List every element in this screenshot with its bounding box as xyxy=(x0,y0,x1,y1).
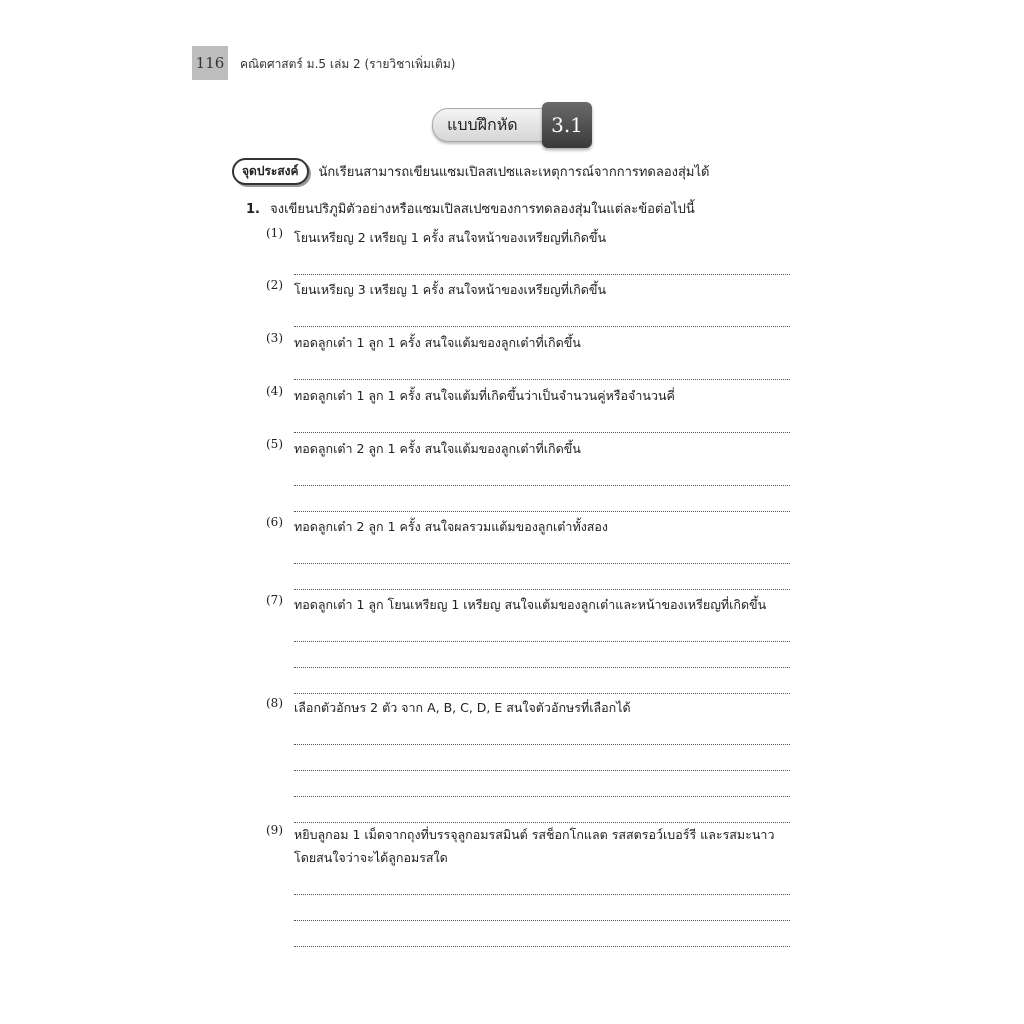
exercise-item-9 xyxy=(266,823,790,947)
item-label: (4) xyxy=(266,384,283,398)
item-text: ทอดลูกเต๋า 2 ลูก 1 ครั้ง สนใจแต้มของลูกเต๋าที่เกิดขึ้น xyxy=(294,441,581,456)
answer-line[interactable] xyxy=(294,616,790,642)
item-label: (8) xyxy=(266,696,283,710)
answer-line[interactable] xyxy=(294,642,790,668)
exercise-item-8 xyxy=(266,696,790,823)
exercise-title-block xyxy=(432,102,583,148)
item-text: เลือกตัวอักษร 2 ตัว จาก A, B, C, D, E สนใจตัวอักษรที่เลือกได้ xyxy=(294,700,631,715)
item-text: ทอดลูกเต๋า 1 ลูก 1 ครั้ง สนใจแต้มที่เกิดขึ้นว่าเป็นจำนวนคู่หรือจำนวนคี่ xyxy=(294,388,675,403)
answer-line[interactable] xyxy=(294,354,790,380)
item-label: (3) xyxy=(266,331,283,345)
answer-line[interactable] xyxy=(294,460,790,486)
answer-line[interactable] xyxy=(294,407,790,433)
exercise-title: แบบฝึกหัด xyxy=(432,108,559,142)
exercise-number: 3.1 xyxy=(542,102,592,148)
item-label: (7) xyxy=(266,593,283,607)
item-text: โยนเหรียญ 3 เหรียญ 1 ครั้ง สนใจหน้าของเหรียญที่เกิดขึ้น xyxy=(294,282,606,297)
answer-line[interactable] xyxy=(294,538,790,564)
answer-line[interactable] xyxy=(294,869,790,895)
answer-line[interactable] xyxy=(294,745,790,771)
answer-line[interactable] xyxy=(294,719,790,745)
objective-text: นักเรียนสามารถเขียนแซมเปิลสเปซและเหตุการณ์จากการทดลองสุ่มได้ xyxy=(318,165,710,180)
item-label: (6) xyxy=(266,515,283,529)
item-text: หยิบลูกอม 1 เม็ดจากถุงที่บรรจุลูกอมรสมินต์ รสช็อกโกแลต รสสตรอว์เบอร์รี และรสมะนาว โดยสนใจว่าจะได้ลูกอมรสใด xyxy=(294,827,775,865)
instruction-text: จงเขียนปริภูมิตัวอย่างหรือแซมเปิลสเปซของการทดลองสุ่มในแต่ละข้อต่อไปนี้ xyxy=(270,202,695,217)
exercise-item-7 xyxy=(266,593,790,694)
answer-line[interactable] xyxy=(294,771,790,797)
answer-line[interactable] xyxy=(294,249,790,275)
answer-line[interactable] xyxy=(294,668,790,694)
answer-line[interactable] xyxy=(294,797,790,823)
page-number: 116 xyxy=(192,46,228,80)
item-text: โยนเหรียญ 2 เหรียญ 1 ครั้ง สนใจหน้าของเหรียญที่เกิดขึ้น xyxy=(294,230,606,245)
item-text: ทอดลูกเต๋า 1 ลูก 1 ครั้ง สนใจแต้มของลูกเต๋าที่เกิดขึ้น xyxy=(294,335,581,350)
exercise-item-1 xyxy=(266,226,790,275)
instruction-number: 1. xyxy=(246,202,260,217)
running-header: คณิตศาสตร์ ม.5 เล่ม 2 (รายวิชาเพิ่มเติม) xyxy=(240,57,456,71)
exercise-item-3 xyxy=(266,331,790,380)
item-text: ทอดลูกเต๋า 2 ลูก 1 ครั้ง สนใจผลรวมแต้มของลูกเต๋าทั้งสอง xyxy=(294,519,609,534)
answer-line[interactable] xyxy=(294,564,790,590)
answer-line[interactable] xyxy=(294,486,790,512)
item-label: (9) xyxy=(266,823,283,837)
exercise-item-5 xyxy=(266,437,790,512)
objective xyxy=(232,158,709,185)
answer-line[interactable] xyxy=(294,921,790,947)
exercise-item-2 xyxy=(266,278,790,327)
answer-line[interactable] xyxy=(294,301,790,327)
answer-line[interactable] xyxy=(294,895,790,921)
exercise-item-4 xyxy=(266,384,790,433)
objective-badge: จุดประสงค์ xyxy=(232,158,309,185)
exercise-item-6 xyxy=(266,515,790,590)
item-label: (2) xyxy=(266,278,283,292)
item-label: (1) xyxy=(266,226,283,240)
instruction xyxy=(246,198,695,219)
item-label: (5) xyxy=(266,437,283,451)
item-text: ทอดลูกเต๋า 1 ลูก โยนเหรียญ 1 เหรียญ สนใจแต้มของลูกเต๋าและหน้าของเหรียญที่เกิดขึ้น xyxy=(294,597,767,612)
